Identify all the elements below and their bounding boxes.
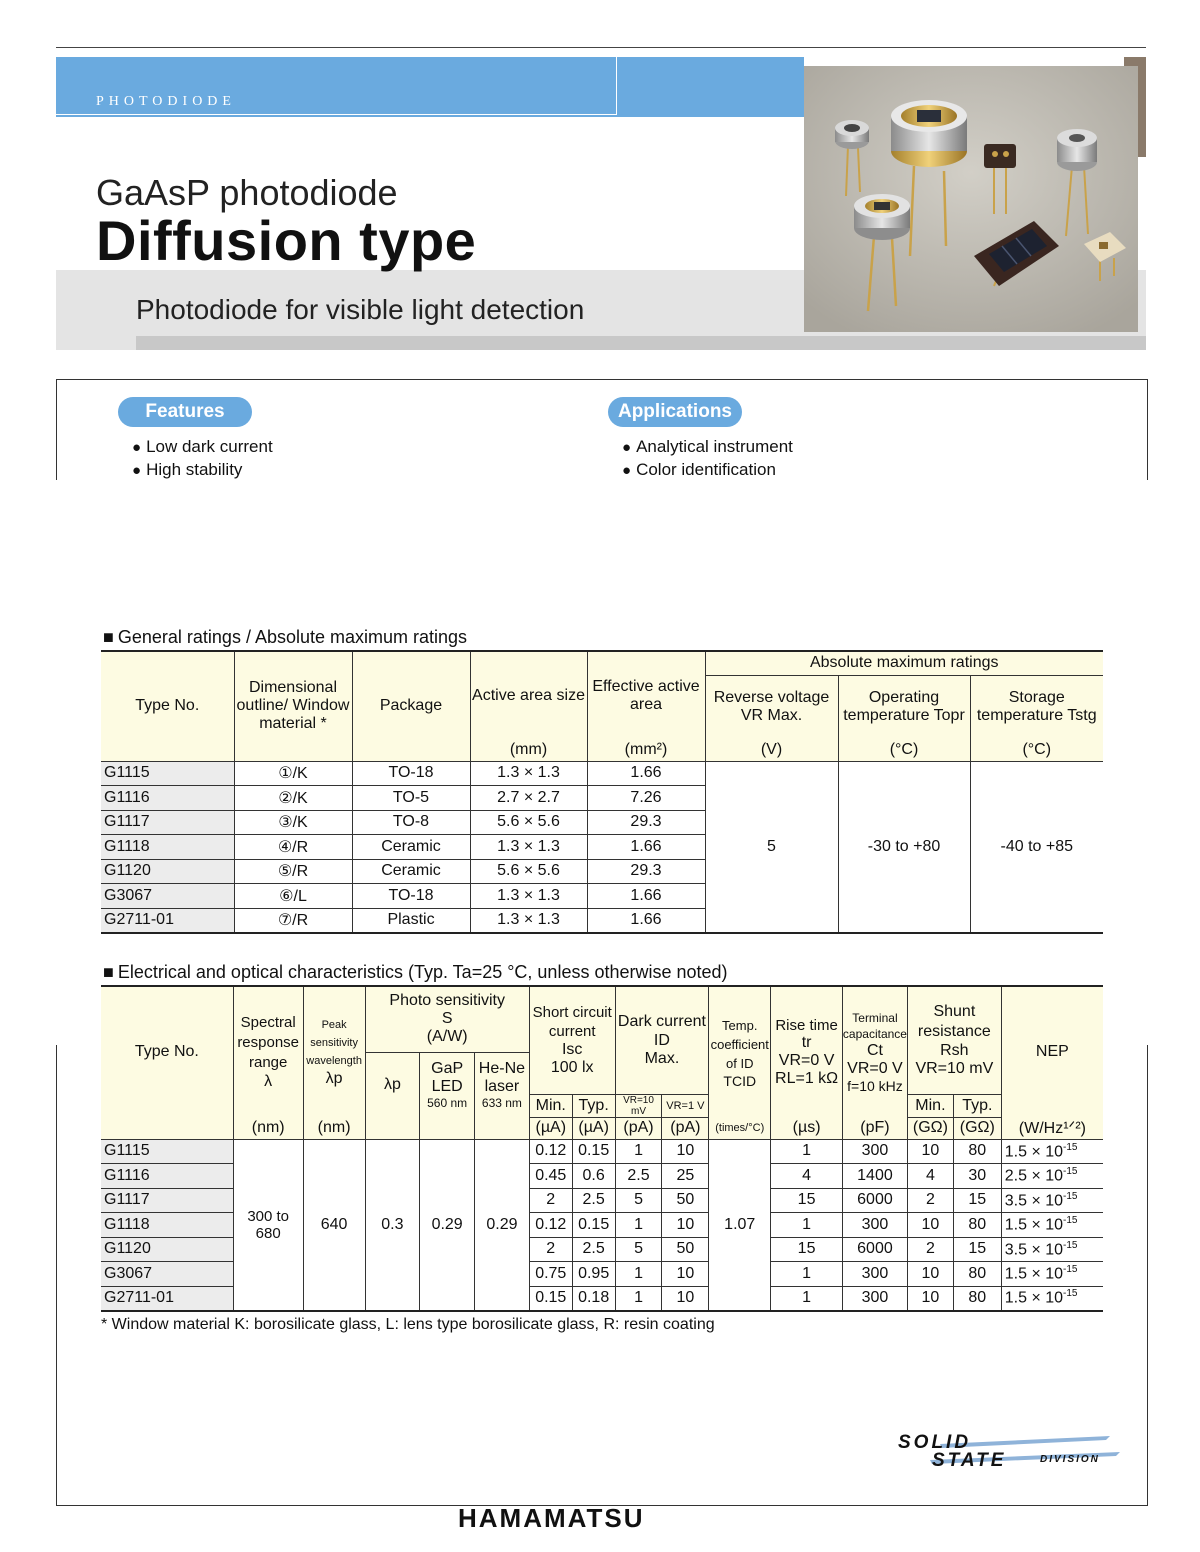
cell-nep bbox=[1001, 1188, 1103, 1213]
cell-type: G1118 bbox=[101, 835, 234, 860]
division-word-solid: SOLID bbox=[898, 1432, 972, 1453]
product-subtitle: GaAsP photodiode bbox=[96, 172, 398, 213]
cell-topr: -30 to +80 bbox=[838, 761, 970, 933]
col-rise-time bbox=[771, 986, 843, 1117]
isc-min: Min. bbox=[529, 1094, 572, 1117]
cell-rise: 15 bbox=[771, 1188, 843, 1213]
cell-package: TO-5 bbox=[352, 786, 470, 811]
cell-nep bbox=[1001, 1262, 1103, 1287]
unit-peak: (nm) bbox=[303, 1117, 365, 1139]
nep-exponent: -15 bbox=[1063, 1166, 1078, 1178]
hene-wavelength: 633 nm bbox=[481, 1095, 522, 1110]
cell-type: G1115 bbox=[101, 1139, 233, 1164]
cell-type: G1117 bbox=[101, 1188, 233, 1213]
cell-size: 1.3 × 1.3 bbox=[470, 761, 587, 786]
cell-nep bbox=[1001, 1213, 1103, 1238]
nep-value: 1.5 × 10 bbox=[1004, 1265, 1064, 1283]
electrical-title: ■ Electrical and optical characteristics (Typ. Ta=25 °C, unless otherwise noted) bbox=[103, 962, 728, 983]
cell-cap: 300 bbox=[842, 1213, 907, 1238]
cell-isc-typ: 0.95 bbox=[572, 1262, 615, 1287]
cell-dark-2: 25 bbox=[662, 1164, 709, 1189]
nep-exponent: -15 bbox=[1063, 1215, 1078, 1227]
cell-cap: 300 bbox=[842, 1139, 907, 1164]
unit-spacer bbox=[101, 1117, 233, 1139]
category-label: PHOTODIODE bbox=[96, 94, 236, 109]
col-reverse-voltage: Reverse voltage VR Max. bbox=[705, 675, 838, 739]
cell-cap: 6000 bbox=[842, 1237, 907, 1262]
solid-state-division-logo bbox=[880, 1430, 1140, 1485]
cell-hene: 0.29 bbox=[475, 1139, 530, 1311]
cell-shunt-min: 10 bbox=[907, 1262, 953, 1287]
unit-spacer bbox=[475, 1117, 530, 1139]
cap-symbol: Ct bbox=[866, 1042, 883, 1059]
cell-size: 1.3 × 1.3 bbox=[470, 835, 587, 860]
product-title: Diffusion type bbox=[96, 209, 477, 272]
col-hene bbox=[475, 1052, 530, 1117]
cell-dark-1: 1 bbox=[615, 1262, 662, 1287]
unit-area-size: (mm) bbox=[470, 739, 587, 761]
cap-cond-2: f=10 kHz bbox=[847, 1078, 903, 1094]
cell-outline: ④/R bbox=[234, 835, 352, 860]
cell-outline: ⑦/R bbox=[234, 908, 352, 933]
company-logo: HAMAMATSU bbox=[458, 1503, 645, 1533]
col-type-no: Type No. bbox=[101, 986, 233, 1117]
general-ratings-table bbox=[101, 650, 1103, 934]
unit-storage-temp: (°C) bbox=[970, 739, 1103, 761]
col-short-circuit bbox=[529, 986, 615, 1094]
cell-rise: 1 bbox=[771, 1262, 843, 1287]
table-row bbox=[101, 1139, 1103, 1164]
cell-cap: 1400 bbox=[842, 1164, 907, 1189]
shunt-min: Min. bbox=[907, 1094, 953, 1117]
cell-area: 1.66 bbox=[587, 884, 705, 909]
cell-shunt-typ: 15 bbox=[953, 1237, 1001, 1262]
cell-spectral: 300 to 680 bbox=[233, 1139, 303, 1311]
nep-exponent: -15 bbox=[1063, 1264, 1078, 1276]
division-word: DIVISION bbox=[1040, 1454, 1100, 1465]
nep-value: 2.5 × 10 bbox=[1004, 1167, 1064, 1185]
rise-label: Rise time bbox=[775, 1016, 838, 1034]
cell-cap: 300 bbox=[842, 1262, 907, 1287]
cell-type: G2711-01 bbox=[101, 908, 234, 933]
photo-unit: (A/W) bbox=[426, 1028, 468, 1046]
dark-label: Dark current bbox=[617, 1013, 706, 1031]
applications-list bbox=[622, 436, 793, 482]
cell-dark-1: 5 bbox=[615, 1188, 662, 1213]
nep-value: 3.5 × 10 bbox=[1004, 1191, 1064, 1209]
cell-size: 5.6 × 5.6 bbox=[470, 859, 587, 884]
cell-peak: 640 bbox=[303, 1139, 365, 1311]
cell-temp: 1.07 bbox=[709, 1139, 771, 1311]
peak-symbol: λp bbox=[325, 1070, 343, 1087]
cell-gap: 0.29 bbox=[420, 1139, 475, 1311]
applications-badge: Applications bbox=[608, 397, 742, 427]
nep-value: 1.5 × 10 bbox=[1004, 1142, 1064, 1160]
dark-cond-1: VR=10 mV bbox=[615, 1094, 662, 1117]
nep-exponent: -15 bbox=[1063, 1239, 1078, 1251]
nep-exponent: -15 bbox=[1063, 1288, 1078, 1300]
cell-package: Plastic bbox=[352, 908, 470, 933]
cell-rise: 4 bbox=[771, 1164, 843, 1189]
general-ratings-title: ■ General ratings / Absolute maximum ratings bbox=[103, 627, 467, 648]
col-temp-coefficient bbox=[709, 986, 771, 1117]
cell-cap: 6000 bbox=[842, 1188, 907, 1213]
product-photo bbox=[804, 66, 1138, 332]
cell-area: 7.26 bbox=[587, 786, 705, 811]
col-outline: Dimensional outline/ Window material * bbox=[234, 651, 352, 761]
cell-package: Ceramic bbox=[352, 835, 470, 860]
cell-isc-typ: 2.5 bbox=[572, 1237, 615, 1262]
cell-size: 2.7 × 2.7 bbox=[470, 786, 587, 811]
nep-value: 1.5 × 10 bbox=[1004, 1216, 1064, 1234]
cell-package: TO-18 bbox=[352, 884, 470, 909]
unit-dark-2: (pA) bbox=[662, 1117, 709, 1139]
col-photo-sensitivity bbox=[365, 986, 529, 1052]
spectral-label: Spectral response range bbox=[237, 1014, 300, 1071]
cell-cap: 300 bbox=[842, 1286, 907, 1311]
cell-dark-2: 10 bbox=[662, 1286, 709, 1311]
cell-vr: 5 bbox=[705, 761, 838, 933]
cell-isc-min: 0.15 bbox=[529, 1286, 572, 1311]
dark-cond-2: VR=1 V bbox=[662, 1094, 709, 1117]
gap-label: GaP LED bbox=[431, 1059, 464, 1095]
cell-isc-min: 0.12 bbox=[529, 1213, 572, 1238]
cell-shunt-min: 2 bbox=[907, 1188, 953, 1213]
list-item: ● High stability bbox=[132, 459, 273, 482]
isc-typ: Typ. bbox=[572, 1094, 615, 1117]
cell-dark-2: 50 bbox=[662, 1237, 709, 1262]
cell-type: G3067 bbox=[101, 884, 234, 909]
unit-shunt-typ: (GΩ) bbox=[953, 1117, 1001, 1139]
col-operating-temp: Operating temperature Topr bbox=[838, 675, 970, 739]
isc-symbol: Isc bbox=[561, 1041, 583, 1059]
cell-dark-1: 1 bbox=[615, 1139, 662, 1164]
product-photo-illustration bbox=[804, 66, 1138, 332]
col-spectral bbox=[233, 986, 303, 1117]
list-item: ● Color identification bbox=[622, 459, 793, 482]
isc-label: Short circuit current bbox=[532, 1004, 612, 1041]
cell-shunt-typ: 80 bbox=[953, 1262, 1001, 1287]
cell-isc-min: 0.45 bbox=[529, 1164, 572, 1189]
temp-label: Temp. coefficient of ID bbox=[710, 1017, 769, 1071]
unit-rise: (µs) bbox=[771, 1117, 843, 1139]
col-peak bbox=[303, 986, 365, 1117]
cell-type: G1115 bbox=[101, 761, 234, 786]
cell-isc-typ: 0.15 bbox=[572, 1213, 615, 1238]
cell-nep bbox=[1001, 1237, 1103, 1262]
cell-area: 29.3 bbox=[587, 859, 705, 884]
spectral-symbol: λ bbox=[264, 1073, 273, 1090]
unit-reverse-voltage: (V) bbox=[705, 739, 838, 761]
list-item: ● Low dark current bbox=[132, 436, 273, 459]
cell-shunt-min: 10 bbox=[907, 1213, 953, 1238]
cell-isc-typ: 0.6 bbox=[572, 1164, 615, 1189]
cell-rise: 1 bbox=[771, 1286, 843, 1311]
list-item: ● Analytical instrument bbox=[622, 436, 793, 459]
cell-type: G2711-01 bbox=[101, 1286, 233, 1311]
cell-package: TO-18 bbox=[352, 761, 470, 786]
unit-temp: (times/°C) bbox=[709, 1117, 771, 1139]
col-type-no: Type No. bbox=[101, 651, 234, 761]
hene-label: He-Ne laser bbox=[478, 1059, 526, 1095]
features-list bbox=[132, 436, 273, 482]
cell-shunt-min: 4 bbox=[907, 1164, 953, 1189]
rise-cond-2: RL=1 kΩ bbox=[775, 1069, 839, 1087]
cell-lp: 0.3 bbox=[365, 1139, 420, 1311]
cell-shunt-typ: 15 bbox=[953, 1188, 1001, 1213]
cell-area: 29.3 bbox=[587, 810, 705, 835]
cell-size: 5.6 × 5.6 bbox=[470, 810, 587, 835]
unit-effective-area: (mm²) bbox=[587, 739, 705, 761]
shunt-label: Shunt resistance bbox=[917, 1003, 991, 1041]
cell-type: G1116 bbox=[101, 786, 234, 811]
cell-type: G3067 bbox=[101, 1262, 233, 1287]
cell-shunt-typ: 80 bbox=[953, 1139, 1001, 1164]
cell-nep bbox=[1001, 1139, 1103, 1164]
shunt-typ: Typ. bbox=[953, 1094, 1001, 1117]
cap-cond-1: VR=0 V bbox=[847, 1060, 903, 1077]
rise-symbol: tr bbox=[801, 1033, 812, 1051]
rise-cond-1: VR=0 V bbox=[778, 1051, 835, 1069]
cell-outline: ⑥/L bbox=[234, 884, 352, 909]
unit-spacer bbox=[420, 1117, 475, 1139]
unit-nep: (W/Hz¹ᐟ²) bbox=[1001, 1117, 1103, 1139]
col-capacitance bbox=[842, 986, 907, 1117]
table-row bbox=[101, 761, 1103, 786]
cell-type: G1117 bbox=[101, 810, 234, 835]
cell-isc-min: 0.75 bbox=[529, 1262, 572, 1287]
cell-tstg: -40 to +85 bbox=[970, 761, 1103, 933]
cell-area: 1.66 bbox=[587, 835, 705, 860]
tagline-underline-band bbox=[136, 336, 1146, 350]
cell-package: Ceramic bbox=[352, 859, 470, 884]
isc-condition: 100 lx bbox=[550, 1059, 594, 1077]
col-effective-area: Effective active area bbox=[587, 651, 705, 739]
col-area-size: Active area size bbox=[470, 651, 587, 739]
nep-value: 3.5 × 10 bbox=[1004, 1240, 1064, 1258]
cell-dark-2: 10 bbox=[662, 1139, 709, 1164]
col-shunt bbox=[907, 986, 1001, 1094]
col-abs-max: Absolute maximum ratings bbox=[705, 651, 1103, 675]
col-storage-temp: Storage temperature Tstg bbox=[970, 675, 1103, 739]
col-nep: NEP bbox=[1001, 986, 1103, 1117]
cell-shunt-typ: 80 bbox=[953, 1213, 1001, 1238]
cell-outline: ①/K bbox=[234, 761, 352, 786]
cell-package: TO-8 bbox=[352, 810, 470, 835]
cell-outline: ⑤/R bbox=[234, 859, 352, 884]
cell-shunt-typ: 80 bbox=[953, 1286, 1001, 1311]
cell-isc-min: 0.12 bbox=[529, 1139, 572, 1164]
photo-symbol: S bbox=[441, 1010, 453, 1028]
cell-nep bbox=[1001, 1286, 1103, 1311]
cell-isc-typ: 0.18 bbox=[572, 1286, 615, 1311]
electrical-table bbox=[101, 985, 1103, 1312]
cell-dark-2: 10 bbox=[662, 1213, 709, 1238]
nep-value: 1.5 × 10 bbox=[1004, 1289, 1064, 1307]
cell-dark-2: 10 bbox=[662, 1262, 709, 1287]
unit-isc-typ: (µA) bbox=[572, 1117, 615, 1139]
shunt-cond: VR=10 mV bbox=[915, 1060, 994, 1078]
shunt-symbol: Rsh bbox=[940, 1042, 969, 1060]
cell-shunt-min: 2 bbox=[907, 1237, 953, 1262]
nep-exponent: -15 bbox=[1063, 1141, 1078, 1153]
col-package: Package bbox=[352, 651, 470, 761]
cap-label: Terminal capacitance bbox=[842, 1011, 907, 1041]
cell-type: G1120 bbox=[101, 859, 234, 884]
dark-symbol: ID bbox=[653, 1032, 670, 1050]
col-dark-current bbox=[615, 986, 709, 1094]
photo-label: Photo sensitivity bbox=[389, 992, 505, 1010]
unit-cap: (pF) bbox=[842, 1117, 907, 1139]
cell-rise: 1 bbox=[771, 1139, 843, 1164]
cell-rise: 15 bbox=[771, 1237, 843, 1262]
unit-isc-min: (µA) bbox=[529, 1117, 572, 1139]
cell-isc-typ: 0.15 bbox=[572, 1139, 615, 1164]
cell-nep bbox=[1001, 1164, 1103, 1189]
cell-dark-2: 50 bbox=[662, 1188, 709, 1213]
gap-wavelength: 560 nm bbox=[427, 1095, 468, 1110]
peak-label: Peak sensitivity wavelength bbox=[306, 1019, 362, 1067]
cell-dark-1: 5 bbox=[615, 1237, 662, 1262]
cell-rise: 1 bbox=[771, 1213, 843, 1238]
cell-area: 1.66 bbox=[587, 908, 705, 933]
cell-outline: ③/K bbox=[234, 810, 352, 835]
cell-outline: ②/K bbox=[234, 786, 352, 811]
product-tagline: Photodiode for visible light detection bbox=[136, 294, 585, 325]
cell-isc-min: 2 bbox=[529, 1237, 572, 1262]
cell-isc-typ: 2.5 bbox=[572, 1188, 615, 1213]
cell-shunt-min: 10 bbox=[907, 1286, 953, 1311]
unit-dark-1: (pA) bbox=[615, 1117, 662, 1139]
dark-max: Max. bbox=[644, 1050, 680, 1068]
footnote: * Window material K: borosilicate glass, L: lens type borosilicate glass, R: resin coating bbox=[101, 1316, 715, 1333]
col-gap bbox=[420, 1052, 475, 1117]
cell-area: 1.66 bbox=[587, 761, 705, 786]
cell-size: 1.3 × 1.3 bbox=[470, 908, 587, 933]
cell-size: 1.3 × 1.3 bbox=[470, 884, 587, 909]
cell-shunt-min: 10 bbox=[907, 1139, 953, 1164]
unit-spacer bbox=[365, 1117, 420, 1139]
unit-spectral: (nm) bbox=[233, 1117, 303, 1139]
cell-dark-1: 1 bbox=[615, 1213, 662, 1238]
nep-exponent: -15 bbox=[1063, 1190, 1078, 1202]
unit-operating-temp: (°C) bbox=[838, 739, 970, 761]
cell-dark-1: 2.5 bbox=[615, 1164, 662, 1189]
division-word-state: STATE bbox=[932, 1450, 1007, 1471]
unit-shunt-min: (GΩ) bbox=[907, 1117, 953, 1139]
features-badge: Features bbox=[118, 397, 252, 427]
cell-dark-1: 1 bbox=[615, 1286, 662, 1311]
col-lp: λp bbox=[365, 1052, 420, 1117]
temp-symbol: TCID bbox=[723, 1072, 757, 1089]
cell-isc-min: 2 bbox=[529, 1188, 572, 1213]
top-rule bbox=[56, 47, 1146, 48]
cell-type: G1118 bbox=[101, 1213, 233, 1238]
cell-shunt-typ: 30 bbox=[953, 1164, 1001, 1189]
cell-type: G1116 bbox=[101, 1164, 233, 1189]
cell-type: G1120 bbox=[101, 1237, 233, 1262]
